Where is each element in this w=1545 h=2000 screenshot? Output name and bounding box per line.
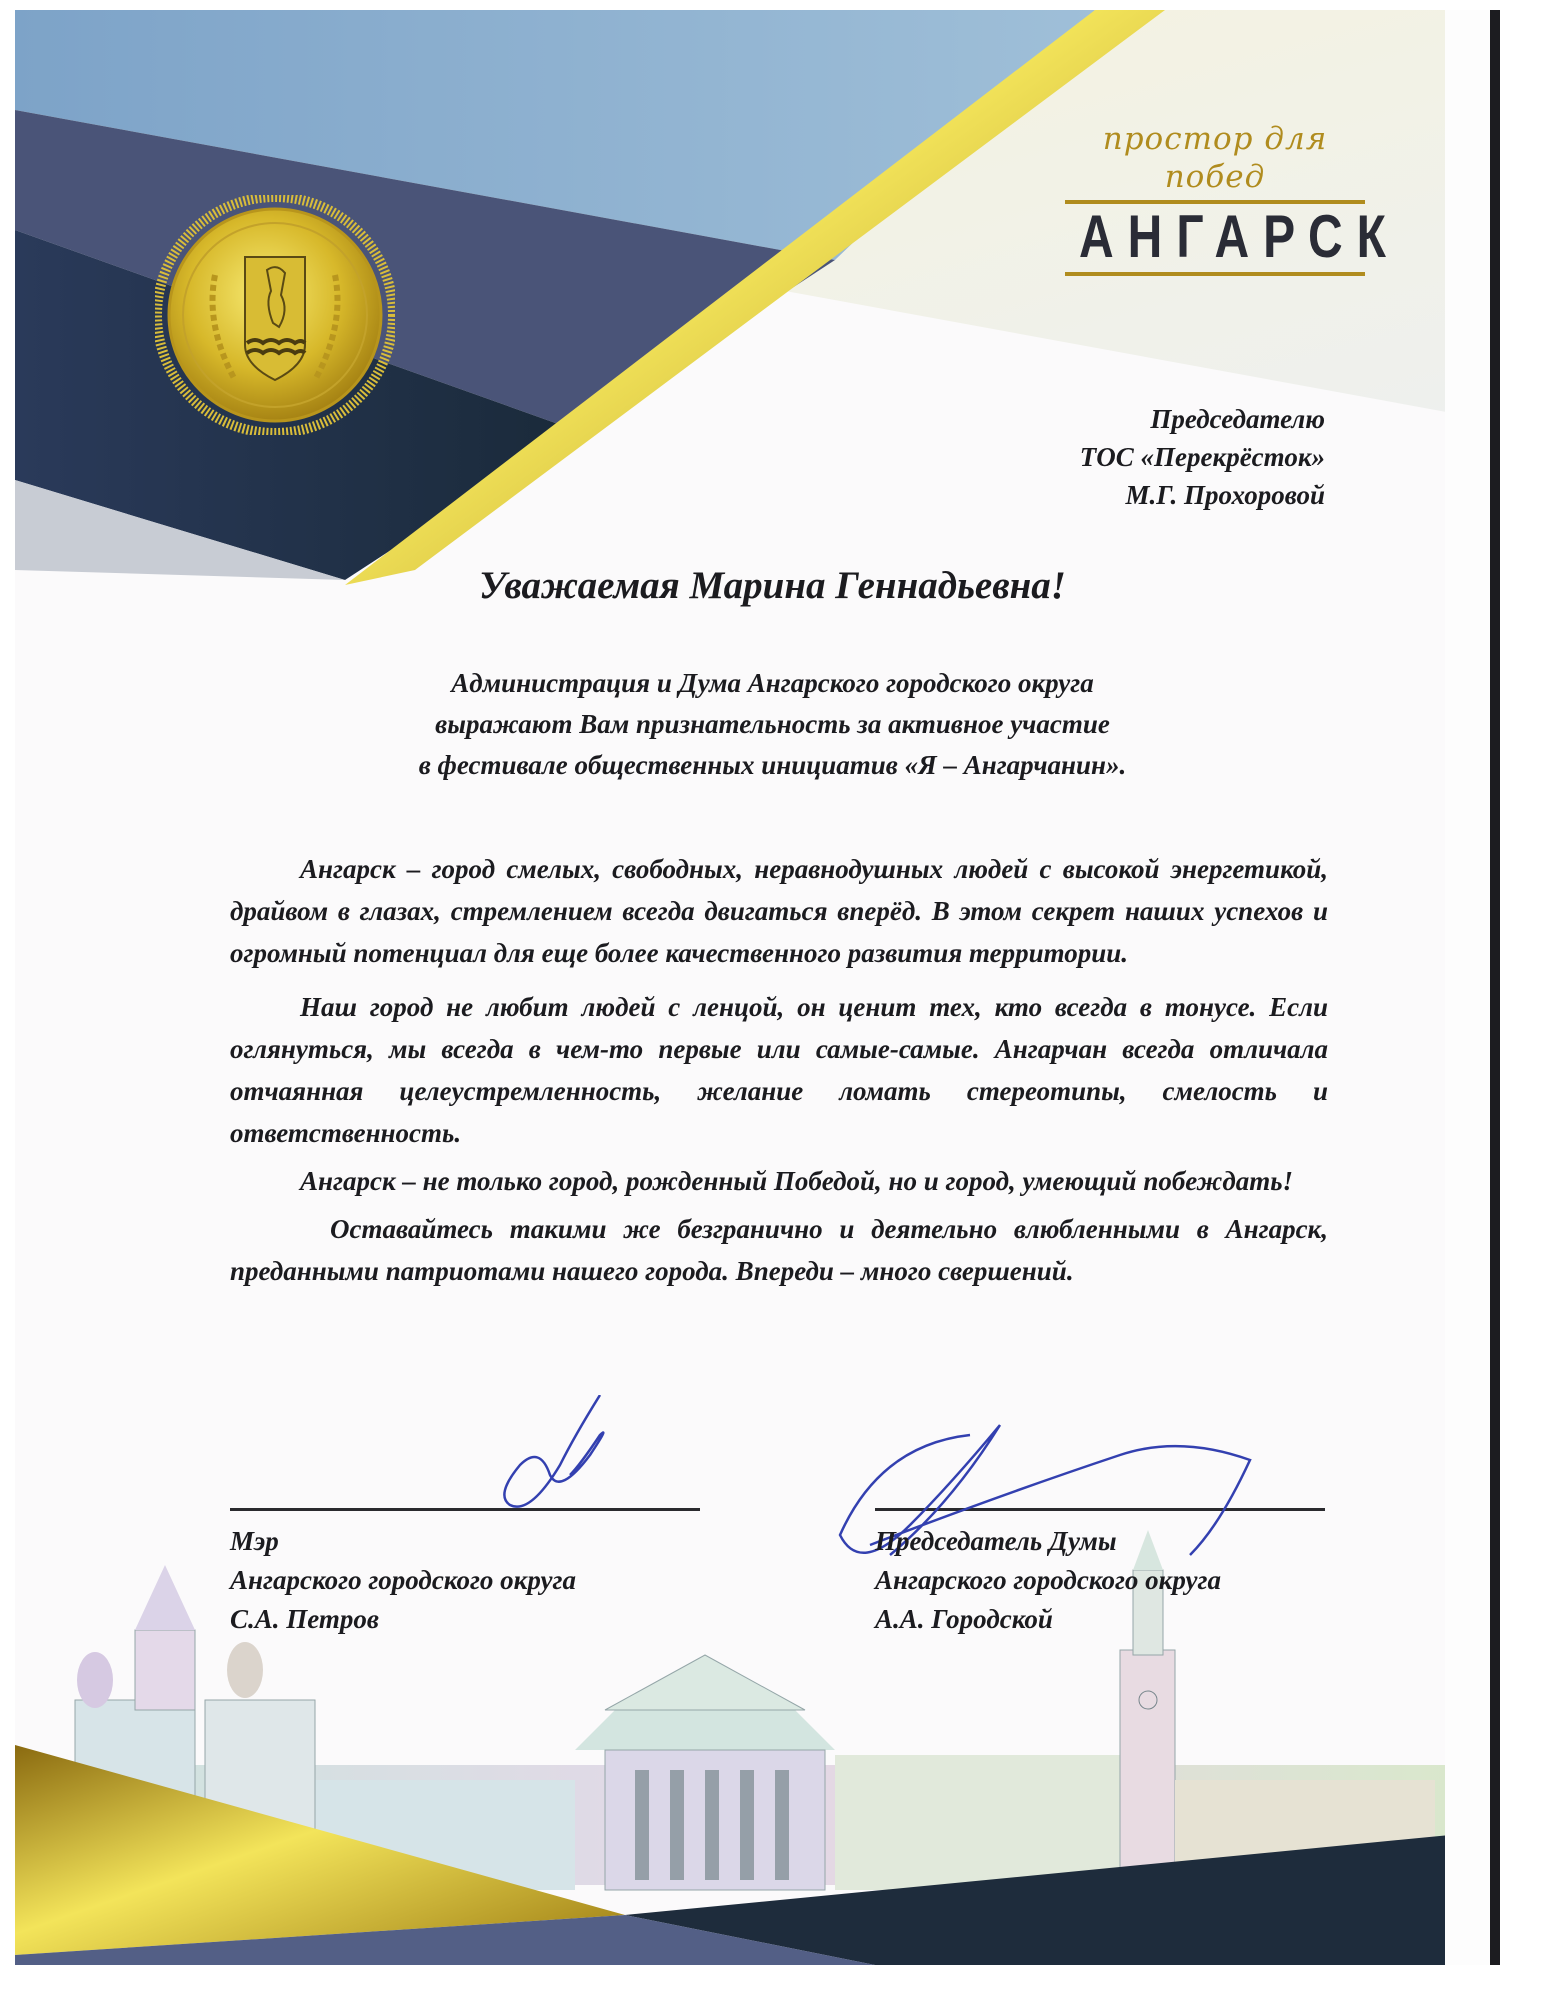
addressee-title: Председателю — [1150, 404, 1325, 434]
intro-line: Администрация и Дума Ангарского городского округа — [451, 668, 1094, 698]
signatory-title: Председатель Думы — [875, 1526, 1117, 1556]
intro-paragraph — [300, 663, 1245, 786]
coat-of-arms-medal-icon — [155, 195, 395, 435]
scan-edge-shadow — [1490, 10, 1500, 1965]
signatory-name: А.А. Городской — [875, 1604, 1053, 1634]
brand-city: АНГАРСК — [1079, 204, 1400, 271]
page-edge — [1445, 10, 1490, 1965]
brand-tagline: простор для побед — [1102, 121, 1328, 195]
addressee-name: М.Г. Прохоровой — [1125, 480, 1325, 510]
signatory-mayor — [230, 1522, 576, 1639]
signatory-title: Мэр — [230, 1526, 279, 1556]
addressee-organization: ТОС «Перекрёсток» — [1079, 442, 1325, 472]
letter-body — [230, 848, 1328, 1298]
greeting-heading: Уважаемая Марина Геннадьевна! — [479, 564, 1066, 607]
handwritten-signature-mayor — [480, 1395, 680, 1525]
addressee-block — [1080, 400, 1325, 514]
body-paragraph: Наш город не любит людей с ленцой, он ценит тех, кто всегда в тонусе. Если оглянуться, мы всегда в чем-то первые или самые-самые. Ангарчан всегда отличала отчаянная целеустремленность, желание ломать стереотипы, смелость и ответственность. — [230, 992, 1328, 1148]
signatory-organization: Ангарского городского округа — [230, 1565, 576, 1595]
signatory-organization: Ангарского городского округа — [875, 1565, 1221, 1595]
body-paragraph: Ангарск – не только город, рожденный Победой, но и город, умеющий побеждать! — [300, 1166, 1294, 1196]
intro-line: в фестивале общественных инициатив «Я – Ангарчанин». — [418, 750, 1127, 780]
body-paragraph: Оставайтесь такими же безгранично и деятельно влюбленными в Ангарск, преданными патриотами нашего города. Впереди – много свершений. — [230, 1214, 1328, 1286]
brand-logo — [1065, 120, 1400, 280]
intro-line: выражают Вам признательность за активное участие — [435, 709, 1110, 739]
signatory-name: С.А. Петров — [230, 1604, 379, 1634]
signatory-duma-chair — [875, 1522, 1221, 1639]
body-paragraph: Ангарск – город смелых, свободных, неравнодушных людей с высокой энергетикой, драйвом в глазах, стремлением всегда двигаться вперёд. В этом секрет наших успехов и огромный потенциал для еще более качественного развития территории. — [230, 854, 1328, 968]
